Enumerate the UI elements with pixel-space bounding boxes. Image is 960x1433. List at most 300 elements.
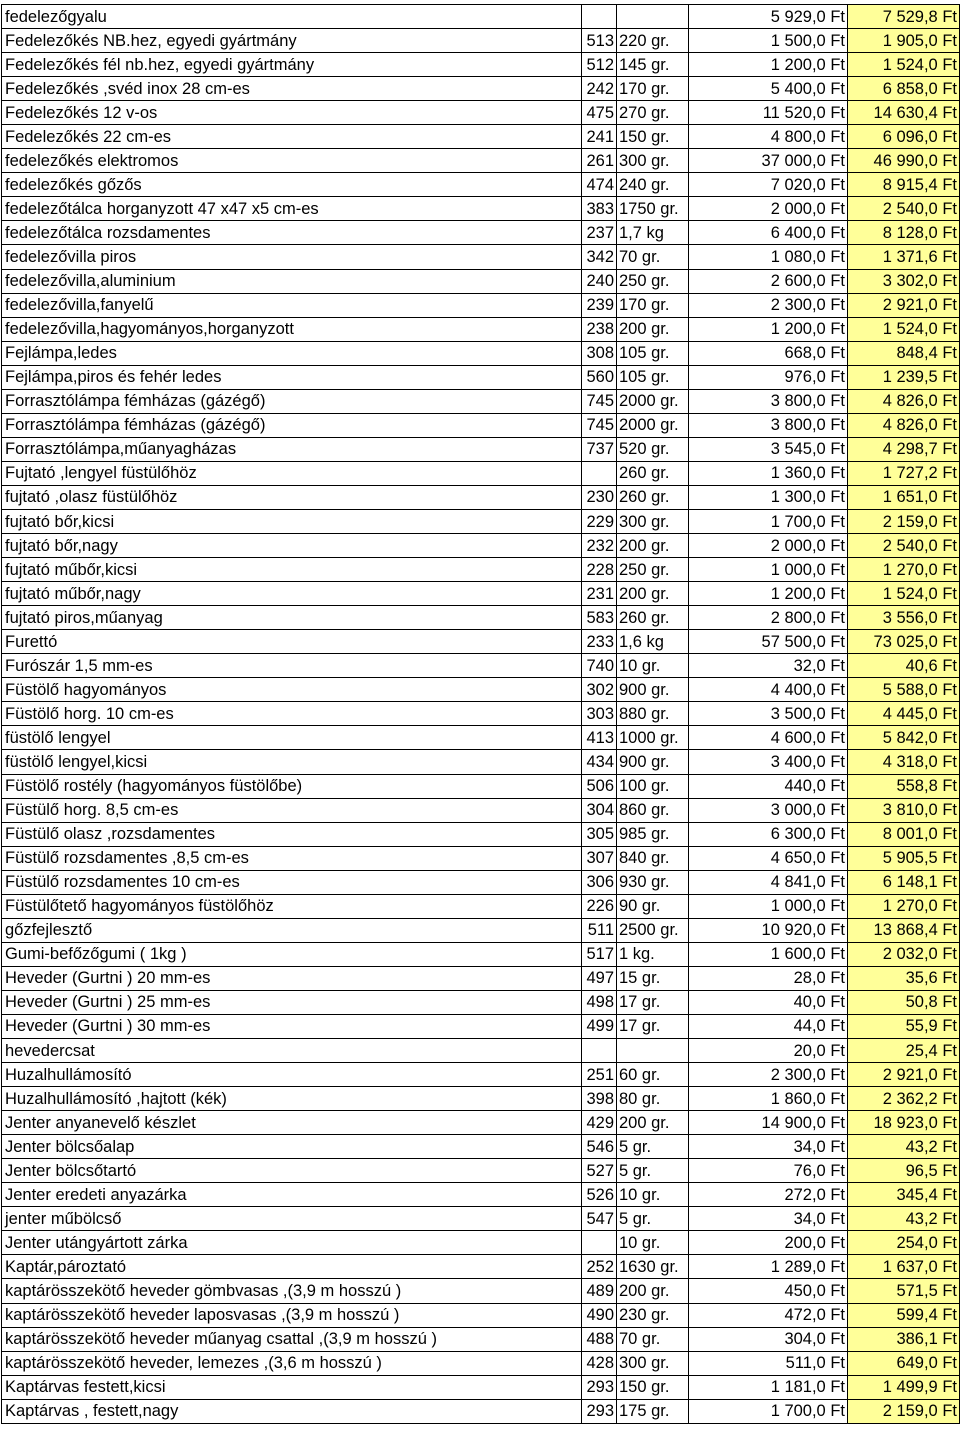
product-code-cell: 475 — [582, 101, 617, 125]
product-name-cell: fedelezőgyalu — [2, 5, 582, 29]
product-name-cell: Jenter eredeti anyazárka — [2, 1183, 582, 1207]
product-code-cell: 560 — [582, 365, 617, 389]
gross-price-cell: 2 921,0 Ft — [848, 1063, 960, 1087]
table-row — [2, 1303, 960, 1327]
product-name-cell: Jenter anyanevelő készlet — [2, 1111, 582, 1135]
gross-price-cell: 1 371,6 Ft — [848, 245, 960, 269]
product-weight-cell: 2000 gr. — [617, 413, 689, 437]
gross-price-cell: 96,5 Ft — [848, 1159, 960, 1183]
product-weight-cell: 2000 gr. — [617, 389, 689, 413]
product-weight-cell: 880 gr. — [617, 702, 689, 726]
table-row — [2, 53, 960, 77]
net-price-cell: 4 600,0 Ft — [689, 726, 848, 750]
gross-price-cell: 4 826,0 Ft — [848, 413, 960, 437]
gross-price-cell: 4 318,0 Ft — [848, 750, 960, 774]
net-price-cell: 3 000,0 Ft — [689, 798, 848, 822]
table-row — [2, 870, 960, 894]
table-row — [2, 149, 960, 173]
product-code-cell: 527 — [582, 1159, 617, 1183]
net-price-cell: 3 800,0 Ft — [689, 413, 848, 437]
product-weight-cell: 17 gr. — [617, 990, 689, 1014]
net-price-cell: 57 500,0 Ft — [689, 630, 848, 654]
table-row — [2, 1063, 960, 1087]
gross-price-cell: 18 923,0 Ft — [848, 1111, 960, 1135]
gross-price-cell: 571,5 Ft — [848, 1279, 960, 1303]
net-price-cell: 14 900,0 Ft — [689, 1111, 848, 1135]
product-name-cell: Fejlámpa,piros és fehér ledes — [2, 365, 582, 389]
product-weight-cell: 175 gr. — [617, 1399, 689, 1423]
product-code-cell: 526 — [582, 1183, 617, 1207]
product-weight-cell: 250 gr. — [617, 269, 689, 293]
table-row — [2, 1327, 960, 1351]
product-weight-cell: 60 gr. — [617, 1063, 689, 1087]
product-weight-cell: 260 gr. — [617, 485, 689, 509]
product-weight-cell: 200 gr. — [617, 1279, 689, 1303]
gross-price-cell: 40,6 Ft — [848, 654, 960, 678]
product-name-cell: fedelezőtálca rozsdamentes — [2, 221, 582, 245]
gross-price-cell: 2 032,0 Ft — [848, 942, 960, 966]
product-weight-cell: 300 gr. — [617, 509, 689, 533]
product-weight-cell: 240 gr. — [617, 173, 689, 197]
product-weight-cell: 900 gr. — [617, 678, 689, 702]
product-code-cell: 231 — [582, 582, 617, 606]
product-weight-cell: 200 gr. — [617, 317, 689, 341]
net-price-cell: 200,0 Ft — [689, 1231, 848, 1255]
product-code-cell: 398 — [582, 1087, 617, 1111]
net-price-cell: 40,0 Ft — [689, 990, 848, 1014]
gross-price-cell: 6 148,1 Ft — [848, 870, 960, 894]
product-name-cell: fujtató bőr,kicsi — [2, 509, 582, 533]
product-name-cell: fujtató ,olasz füstülőhöz — [2, 485, 582, 509]
table-row — [2, 485, 960, 509]
product-name-cell: Forrasztólámpa fémházas (gázégő) — [2, 389, 582, 413]
gross-price-cell: 2 159,0 Ft — [848, 1399, 960, 1423]
product-code-cell: 488 — [582, 1327, 617, 1351]
product-name-cell: Fedelezőkés 12 v-os — [2, 101, 582, 125]
product-code-cell: 238 — [582, 317, 617, 341]
product-name-cell: hevedercsat — [2, 1039, 582, 1063]
net-price-cell: 5 400,0 Ft — [689, 77, 848, 101]
net-price-cell: 511,0 Ft — [689, 1351, 848, 1375]
net-price-cell: 1 860,0 Ft — [689, 1087, 848, 1111]
gross-price-cell: 1 270,0 Ft — [848, 894, 960, 918]
table-row — [2, 750, 960, 774]
gross-price-cell: 1 524,0 Ft — [848, 317, 960, 341]
net-price-cell: 10 920,0 Ft — [689, 918, 848, 942]
net-price-cell: 304,0 Ft — [689, 1327, 848, 1351]
net-price-cell: 272,0 Ft — [689, 1183, 848, 1207]
product-name-cell: Füstülő rozsdamentes 10 cm-es — [2, 870, 582, 894]
product-code-cell: 429 — [582, 1111, 617, 1135]
gross-price-cell: 2 540,0 Ft — [848, 197, 960, 221]
table-row — [2, 1255, 960, 1279]
gross-price-cell: 4 298,7 Ft — [848, 437, 960, 461]
net-price-cell: 4 400,0 Ft — [689, 678, 848, 702]
table-row — [2, 293, 960, 317]
table-row — [2, 245, 960, 269]
net-price-cell: 3 800,0 Ft — [689, 389, 848, 413]
net-price-cell: 4 800,0 Ft — [689, 125, 848, 149]
gross-price-cell: 43,2 Ft — [848, 1207, 960, 1231]
net-price-cell: 28,0 Ft — [689, 966, 848, 990]
net-price-cell: 1 500,0 Ft — [689, 29, 848, 53]
gross-price-cell: 8 001,0 Ft — [848, 822, 960, 846]
net-price-cell: 1 000,0 Ft — [689, 894, 848, 918]
gross-price-cell: 1 270,0 Ft — [848, 558, 960, 582]
product-name-cell: Forrasztólámpa,műanyagházas — [2, 437, 582, 461]
product-weight-cell: 10 gr. — [617, 1231, 689, 1255]
product-weight-cell: 105 gr. — [617, 341, 689, 365]
product-weight-cell: 300 gr. — [617, 1351, 689, 1375]
product-code-cell: 499 — [582, 1014, 617, 1038]
product-name-cell: Furószár 1,5 mm-es — [2, 654, 582, 678]
product-weight-cell: 1 kg. — [617, 942, 689, 966]
product-weight-cell: 200 gr. — [617, 534, 689, 558]
product-weight-cell: 200 gr. — [617, 582, 689, 606]
product-code-cell: 293 — [582, 1375, 617, 1399]
product-code-cell: 232 — [582, 534, 617, 558]
table-row — [2, 1087, 960, 1111]
product-name-cell: Fedelezőkés NB.hez, egyedi gyártmány — [2, 29, 582, 53]
table-row — [2, 822, 960, 846]
product-code-cell: 240 — [582, 269, 617, 293]
product-code-cell: 383 — [582, 197, 617, 221]
product-name-cell: Füstölő hagyományos — [2, 678, 582, 702]
net-price-cell: 2 000,0 Ft — [689, 197, 848, 221]
product-name-cell: Huzalhullámosító ,hajtott (kék) — [2, 1087, 582, 1111]
table-row — [2, 630, 960, 654]
product-code-cell: 434 — [582, 750, 617, 774]
table-row — [2, 437, 960, 461]
gross-price-cell: 2 921,0 Ft — [848, 293, 960, 317]
product-weight-cell: 220 gr. — [617, 29, 689, 53]
table-row — [2, 509, 960, 533]
net-price-cell: 3 545,0 Ft — [689, 437, 848, 461]
table-row — [2, 365, 960, 389]
product-name-cell: Füstülő rozsdamentes ,8,5 cm-es — [2, 846, 582, 870]
table-row — [2, 966, 960, 990]
gross-price-cell: 386,1 Ft — [848, 1327, 960, 1351]
net-price-cell: 472,0 Ft — [689, 1303, 848, 1327]
net-price-cell: 1 289,0 Ft — [689, 1255, 848, 1279]
product-weight-cell: 860 gr. — [617, 798, 689, 822]
table-row — [2, 798, 960, 822]
product-name-cell: Kaptárvas festett,kicsi — [2, 1375, 582, 1399]
gross-price-cell: 6 096,0 Ft — [848, 125, 960, 149]
product-weight-cell: 150 gr. — [617, 125, 689, 149]
net-price-cell: 7 020,0 Ft — [689, 173, 848, 197]
product-code-cell: 546 — [582, 1135, 617, 1159]
gross-price-cell: 5 588,0 Ft — [848, 678, 960, 702]
product-name-cell: Fedelezőkés fél nb.hez, egyedi gyártmány — [2, 53, 582, 77]
net-price-cell: 6 400,0 Ft — [689, 221, 848, 245]
product-code-cell: 261 — [582, 149, 617, 173]
gross-price-cell: 1 905,0 Ft — [848, 29, 960, 53]
product-weight-cell: 230 gr. — [617, 1303, 689, 1327]
table-row — [2, 1375, 960, 1399]
product-name-cell: füstölő lengyel,kicsi — [2, 750, 582, 774]
table-row — [2, 1159, 960, 1183]
gross-price-cell: 1 524,0 Ft — [848, 53, 960, 77]
product-code-cell: 226 — [582, 894, 617, 918]
product-weight-cell: 200 gr. — [617, 1111, 689, 1135]
gross-price-cell: 14 630,4 Ft — [848, 101, 960, 125]
net-price-cell: 76,0 Ft — [689, 1159, 848, 1183]
gross-price-cell: 1 239,5 Ft — [848, 365, 960, 389]
product-name-cell: Heveder (Gurtni ) 25 mm-es — [2, 990, 582, 1014]
table-row — [2, 1207, 960, 1231]
product-name-cell: Jenter bölcsőalap — [2, 1135, 582, 1159]
table-row — [2, 101, 960, 125]
gross-price-cell: 4 445,0 Ft — [848, 702, 960, 726]
product-name-cell: Füstölő rostély (hagyományos füstölőbe) — [2, 774, 582, 798]
net-price-cell: 1 181,0 Ft — [689, 1375, 848, 1399]
product-code-cell: 737 — [582, 437, 617, 461]
product-name-cell: Füstülő olasz ,rozsdamentes — [2, 822, 582, 846]
net-price-cell: 1 700,0 Ft — [689, 509, 848, 533]
product-weight-cell: 1630 gr. — [617, 1255, 689, 1279]
table-row — [2, 942, 960, 966]
net-price-cell: 3 500,0 Ft — [689, 702, 848, 726]
net-price-cell: 6 300,0 Ft — [689, 822, 848, 846]
product-name-cell: fedelezővilla,fanyelű — [2, 293, 582, 317]
gross-price-cell: 2 159,0 Ft — [848, 509, 960, 533]
product-name-cell: Füstülőtető hagyományos füstölőhöz — [2, 894, 582, 918]
product-name-cell: Fujtató ,lengyel füstülőhöz — [2, 461, 582, 485]
product-name-cell: kaptárösszekötő heveder laposvasas ,(3,9 m hosszú ) — [2, 1303, 582, 1327]
gross-price-cell: 8 915,4 Ft — [848, 173, 960, 197]
gross-price-cell: 55,9 Ft — [848, 1014, 960, 1038]
product-weight-cell: 170 gr. — [617, 293, 689, 317]
product-name-cell: jenter műbölcső — [2, 1207, 582, 1231]
net-price-cell: 1 200,0 Ft — [689, 53, 848, 77]
gross-price-cell: 1 499,9 Ft — [848, 1375, 960, 1399]
product-weight-cell: 10 gr. — [617, 654, 689, 678]
gross-price-cell: 3 302,0 Ft — [848, 269, 960, 293]
table-row — [2, 389, 960, 413]
gross-price-cell: 8 128,0 Ft — [848, 221, 960, 245]
net-price-cell: 2 800,0 Ft — [689, 606, 848, 630]
product-weight-cell: 1,7 kg — [617, 221, 689, 245]
product-code-cell: 233 — [582, 630, 617, 654]
product-code-cell: 230 — [582, 485, 617, 509]
product-weight-cell: 270 gr. — [617, 101, 689, 125]
product-name-cell: fedelezőkés gőzős — [2, 173, 582, 197]
table-row — [2, 173, 960, 197]
net-price-cell: 34,0 Ft — [689, 1135, 848, 1159]
product-code-cell: 239 — [582, 293, 617, 317]
table-row — [2, 774, 960, 798]
product-code-cell: 547 — [582, 1207, 617, 1231]
net-price-cell: 450,0 Ft — [689, 1279, 848, 1303]
product-code-cell: 306 — [582, 870, 617, 894]
product-weight-cell: 840 gr. — [617, 846, 689, 870]
gross-price-cell: 848,4 Ft — [848, 341, 960, 365]
product-name-cell: fujtató bőr,nagy — [2, 534, 582, 558]
product-code-cell: 251 — [582, 1063, 617, 1087]
product-code-cell: 302 — [582, 678, 617, 702]
table-row — [2, 534, 960, 558]
net-price-cell: 4 650,0 Ft — [689, 846, 848, 870]
product-name-cell: Heveder (Gurtni ) 20 mm-es — [2, 966, 582, 990]
product-name-cell: kaptárösszekötő heveder gömbvasas ,(3,9 m hosszú ) — [2, 1279, 582, 1303]
product-weight-cell: 17 gr. — [617, 1014, 689, 1038]
product-name-cell: gőzfejlesztő — [2, 918, 582, 942]
table-row — [2, 654, 960, 678]
gross-price-cell: 2 540,0 Ft — [848, 534, 960, 558]
net-price-cell: 1 300,0 Ft — [689, 485, 848, 509]
product-name-cell: fujtató műbőr,kicsi — [2, 558, 582, 582]
table-row — [2, 582, 960, 606]
table-row — [2, 678, 960, 702]
product-code-cell: 308 — [582, 341, 617, 365]
table-row — [2, 197, 960, 221]
product-weight-cell: 105 gr. — [617, 365, 689, 389]
product-name-cell: kaptárösszekötő heveder, lemezes ,(3,6 m hosszú ) — [2, 1351, 582, 1375]
product-weight-cell: 250 gr. — [617, 558, 689, 582]
net-price-cell: 1 080,0 Ft — [689, 245, 848, 269]
gross-price-cell: 2 362,2 Ft — [848, 1087, 960, 1111]
net-price-cell: 3 400,0 Ft — [689, 750, 848, 774]
product-code-cell — [582, 1231, 617, 1255]
product-name-cell: kaptárösszekötő heveder műanyag csattal ,(3,9 m hosszú ) — [2, 1327, 582, 1351]
table-row — [2, 341, 960, 365]
table-row — [2, 606, 960, 630]
gross-price-cell: 4 826,0 Ft — [848, 389, 960, 413]
product-weight-cell: 985 gr. — [617, 822, 689, 846]
product-code-cell: 740 — [582, 654, 617, 678]
net-price-cell: 1 360,0 Ft — [689, 461, 848, 485]
product-weight-cell: 2500 gr. — [617, 918, 689, 942]
product-weight-cell: 70 gr. — [617, 245, 689, 269]
table-row — [2, 1014, 960, 1038]
product-code-cell: 229 — [582, 509, 617, 533]
product-name-cell: Füstölő horg. 10 cm-es — [2, 702, 582, 726]
table-row — [2, 1183, 960, 1207]
table-row — [2, 1111, 960, 1135]
table-row — [2, 990, 960, 1014]
table-row — [2, 269, 960, 293]
table-row — [2, 413, 960, 437]
product-code-cell: 307 — [582, 846, 617, 870]
product-code-cell — [582, 5, 617, 29]
net-price-cell: 5 929,0 Ft — [689, 5, 848, 29]
product-name-cell: Heveder (Gurtni ) 30 mm-es — [2, 1014, 582, 1038]
table-row — [2, 317, 960, 341]
table-row — [2, 29, 960, 53]
gross-price-cell: 5 905,5 Ft — [848, 846, 960, 870]
product-code-cell: 490 — [582, 1303, 617, 1327]
table-row — [2, 726, 960, 750]
gross-price-cell: 345,4 Ft — [848, 1183, 960, 1207]
product-code-cell: 242 — [582, 77, 617, 101]
gross-price-cell: 254,0 Ft — [848, 1231, 960, 1255]
product-name-cell: Huzalhullámosító — [2, 1063, 582, 1087]
table-row — [2, 702, 960, 726]
product-code-cell: 511 — [582, 918, 617, 942]
product-weight-cell: 80 gr. — [617, 1087, 689, 1111]
product-code-cell: 252 — [582, 1255, 617, 1279]
gross-price-cell: 599,4 Ft — [848, 1303, 960, 1327]
table-row — [2, 1399, 960, 1423]
table-row — [2, 461, 960, 485]
product-weight-cell: 170 gr. — [617, 77, 689, 101]
product-weight-cell: 5 gr. — [617, 1207, 689, 1231]
net-price-cell: 1 700,0 Ft — [689, 1399, 848, 1423]
net-price-cell: 1 200,0 Ft — [689, 582, 848, 606]
product-code-cell — [582, 1039, 617, 1063]
gross-price-cell: 1 651,0 Ft — [848, 485, 960, 509]
product-code-cell: 237 — [582, 221, 617, 245]
price-list-table — [1, 4, 960, 1424]
product-weight-cell: 260 gr. — [617, 461, 689, 485]
product-code-cell: 745 — [582, 413, 617, 437]
product-code-cell: 517 — [582, 942, 617, 966]
net-price-cell: 2 000,0 Ft — [689, 534, 848, 558]
product-code-cell: 293 — [582, 1399, 617, 1423]
gross-price-cell: 46 990,0 Ft — [848, 149, 960, 173]
gross-price-cell: 50,8 Ft — [848, 990, 960, 1014]
product-name-cell: Kaptárvas , festett,nagy — [2, 1399, 582, 1423]
gross-price-cell: 558,8 Ft — [848, 774, 960, 798]
table-row — [2, 1231, 960, 1255]
product-weight-cell: 520 gr. — [617, 437, 689, 461]
net-price-cell: 976,0 Ft — [689, 365, 848, 389]
net-price-cell: 2 300,0 Ft — [689, 1063, 848, 1087]
product-weight-cell: 90 gr. — [617, 894, 689, 918]
product-code-cell: 241 — [582, 125, 617, 149]
product-code-cell: 303 — [582, 702, 617, 726]
net-price-cell: 2 600,0 Ft — [689, 269, 848, 293]
product-code-cell: 497 — [582, 966, 617, 990]
net-price-cell: 11 520,0 Ft — [689, 101, 848, 125]
product-name-cell: Fedelezőkés 22 cm-es — [2, 125, 582, 149]
product-weight-cell — [617, 1039, 689, 1063]
table-row — [2, 894, 960, 918]
product-name-cell: Fejlámpa,ledes — [2, 341, 582, 365]
product-weight-cell: 260 gr. — [617, 606, 689, 630]
net-price-cell: 440,0 Ft — [689, 774, 848, 798]
gross-price-cell: 1 637,0 Ft — [848, 1255, 960, 1279]
table-row — [2, 1279, 960, 1303]
gross-price-cell: 73 025,0 Ft — [848, 630, 960, 654]
product-weight-cell: 300 gr. — [617, 149, 689, 173]
net-price-cell: 32,0 Ft — [689, 654, 848, 678]
gross-price-cell: 43,2 Ft — [848, 1135, 960, 1159]
table-row — [2, 846, 960, 870]
table-row — [2, 558, 960, 582]
product-code-cell — [582, 461, 617, 485]
gross-price-cell: 7 529,8 Ft — [848, 5, 960, 29]
product-code-cell: 428 — [582, 1351, 617, 1375]
table-row — [2, 221, 960, 245]
table-row — [2, 1039, 960, 1063]
table-row — [2, 918, 960, 942]
net-price-cell: 1 600,0 Ft — [689, 942, 848, 966]
product-code-cell: 506 — [582, 774, 617, 798]
product-name-cell: fujtató piros,műanyag — [2, 606, 582, 630]
product-name-cell: Jenter bölcsőtartó — [2, 1159, 582, 1183]
product-code-cell: 498 — [582, 990, 617, 1014]
gross-price-cell: 649,0 Ft — [848, 1351, 960, 1375]
product-name-cell: Jenter utángyártott zárka — [2, 1231, 582, 1255]
product-code-cell: 228 — [582, 558, 617, 582]
product-weight-cell: 5 gr. — [617, 1159, 689, 1183]
product-code-cell: 304 — [582, 798, 617, 822]
product-name-cell: fujtató műbőr,nagy — [2, 582, 582, 606]
gross-price-cell: 3 810,0 Ft — [848, 798, 960, 822]
product-name-cell: Furettó — [2, 630, 582, 654]
